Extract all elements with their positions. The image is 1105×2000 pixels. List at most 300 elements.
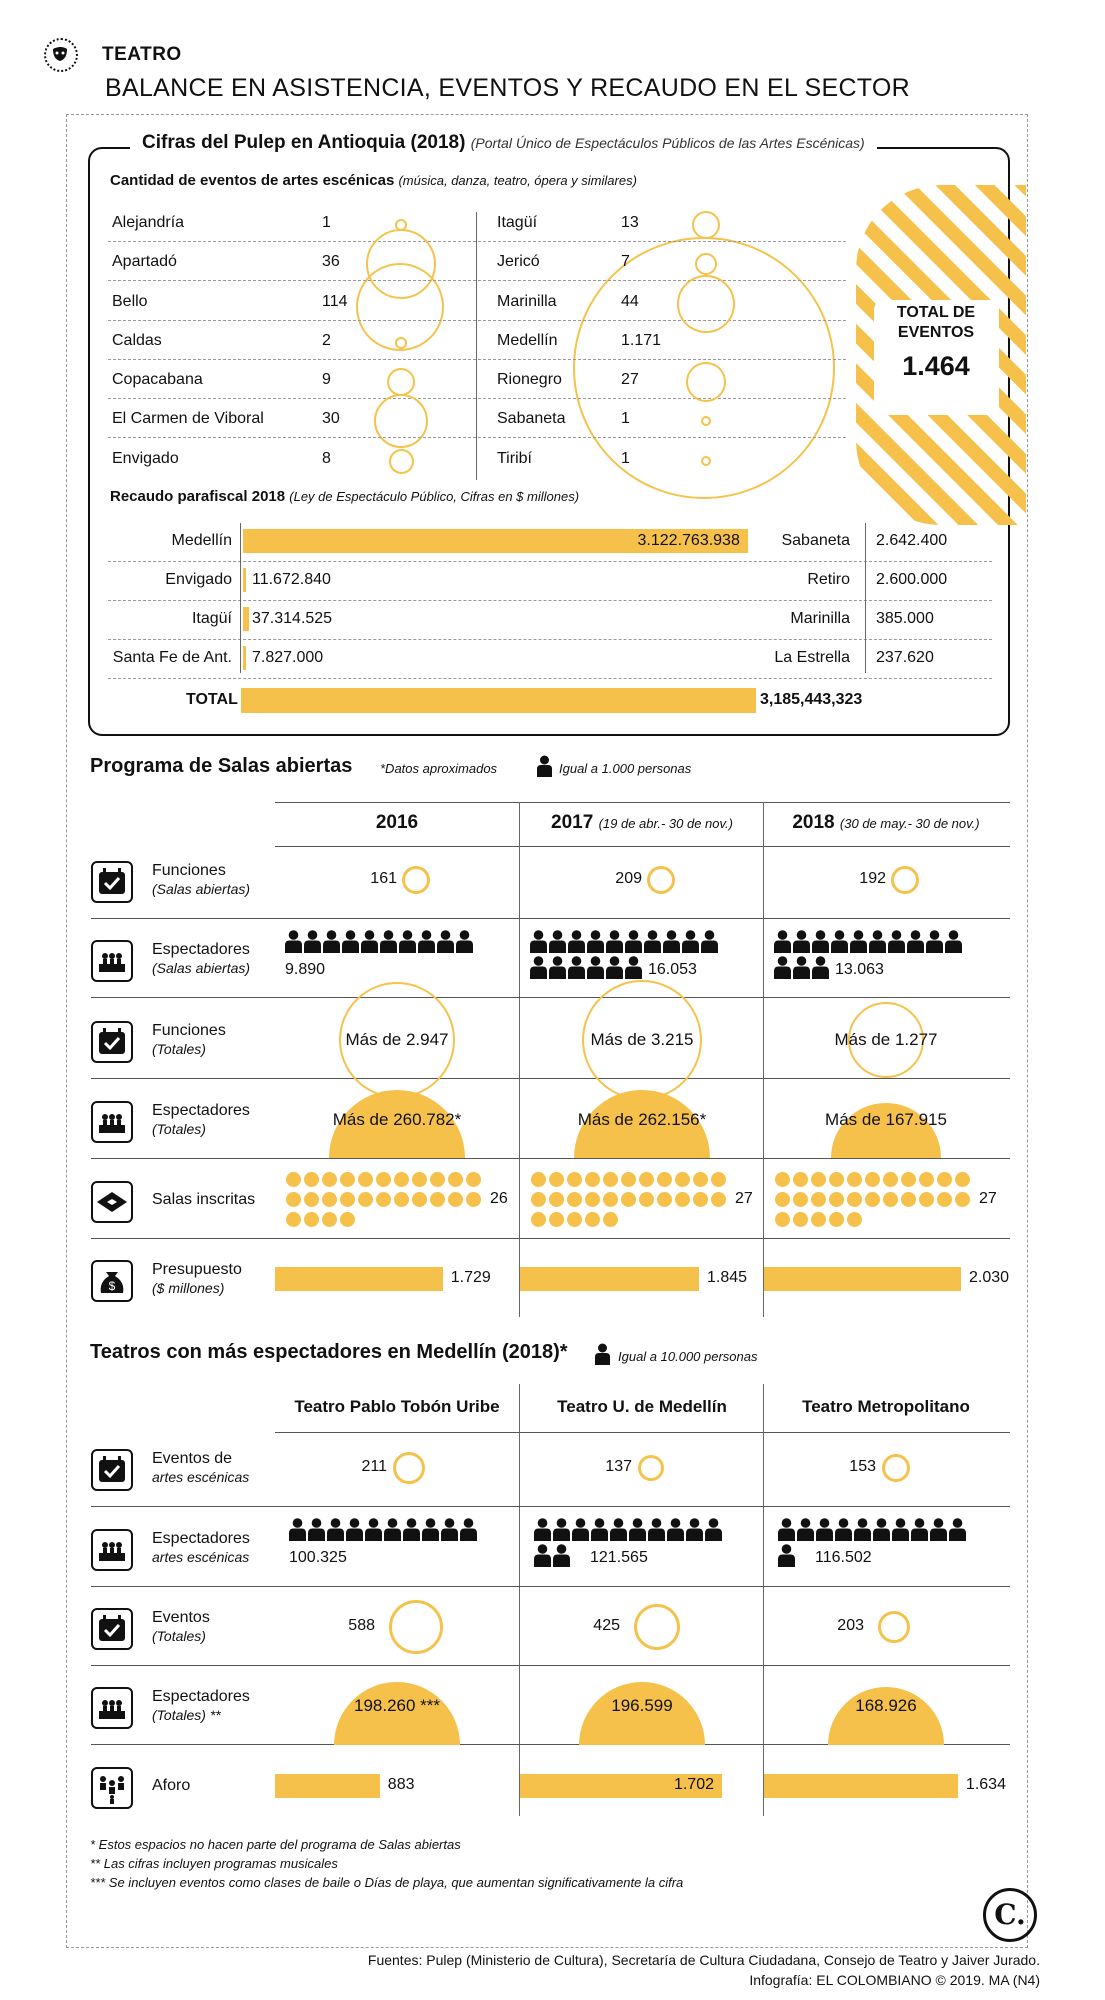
espectadores-value: 121.565 <box>590 1549 648 1566</box>
sala-dot <box>286 1212 301 1227</box>
presupuesto-value: 1.845 <box>707 1269 748 1286</box>
espectadores-value: 16.053 <box>648 961 697 978</box>
funciones-value: 209 <box>615 870 642 887</box>
calendar-check-icon <box>91 1608 133 1650</box>
row-label: Presupuesto ($ millones) <box>152 1261 242 1296</box>
person-icon <box>456 930 473 953</box>
row-divider <box>108 678 992 679</box>
recaudo-city-name: Sabaneta <box>781 532 850 549</box>
funciones-circle <box>402 866 430 894</box>
sala-dot <box>793 1172 808 1187</box>
person-icon <box>793 930 810 953</box>
sala-dot <box>829 1212 844 1227</box>
person-icon <box>831 930 848 953</box>
person-icon <box>682 930 699 953</box>
sala-dot <box>304 1212 319 1227</box>
audience-icon <box>91 1529 133 1571</box>
person-icon <box>437 930 454 953</box>
recaudo-city-value: 2.600.000 <box>876 571 948 588</box>
sala-dot <box>358 1192 373 1207</box>
event-city-value: 1 <box>621 450 630 467</box>
funciones-totales-value: Más de 3.215 <box>590 1030 694 1049</box>
sources-credit: Fuentes: Pulep (Ministerio de Cultura), Secretaría de Cultura Ciudadana, Consejo de Teatro y Jaiver Jurado. <box>367 1952 1040 1968</box>
row-divider <box>91 918 1010 919</box>
person-icon <box>587 956 604 979</box>
sala-dot <box>847 1172 862 1187</box>
sala-dot <box>322 1172 337 1187</box>
aforo-value: 883 <box>387 1776 415 1793</box>
sala-dot <box>955 1192 970 1207</box>
row-label: Eventos (Totales) <box>152 1609 210 1644</box>
recaudo-city-name: Marinilla <box>790 610 850 627</box>
person-icon <box>835 1518 852 1541</box>
sala-dot <box>394 1192 409 1207</box>
sala-dot <box>430 1192 445 1207</box>
person-icon <box>346 1518 363 1541</box>
person-icon <box>644 930 661 953</box>
event-city-value: 13 <box>621 214 639 231</box>
theater-masks-icon <box>44 38 78 72</box>
recaudo-axis <box>240 523 241 673</box>
event-circle <box>389 449 414 474</box>
row-divider <box>108 359 846 360</box>
row-label: Salas inscritas <box>152 1191 256 1208</box>
person-icon <box>667 1518 684 1541</box>
event-city-value: 114 <box>322 293 348 310</box>
event-circle <box>686 362 726 402</box>
person-icon <box>327 1518 344 1541</box>
person-icon <box>892 1518 909 1541</box>
sala-dot <box>811 1172 826 1187</box>
event-city-name: Caldas <box>112 332 162 349</box>
calendar-check-icon <box>91 1021 133 1063</box>
person-icon <box>629 1518 646 1541</box>
event-city-name: Medellín <box>497 332 558 349</box>
event-city-value: 8 <box>322 450 331 467</box>
row-label: Espectadores (Totales) ** <box>152 1688 250 1723</box>
event-city-value: 30 <box>322 410 340 427</box>
sala-dot <box>603 1192 618 1207</box>
person-icon <box>606 956 623 979</box>
sala-dot <box>639 1192 654 1207</box>
sala-dot <box>585 1212 600 1227</box>
theater-header: Teatro Metropolitano <box>802 1397 970 1416</box>
event-circle <box>701 456 711 466</box>
person-icon <box>591 1518 608 1541</box>
eventos-totales-circle <box>389 1600 443 1654</box>
row-divider <box>108 398 846 399</box>
person-icon <box>869 930 886 953</box>
sala-dot <box>919 1192 934 1207</box>
event-circle <box>695 253 717 275</box>
person-icon <box>418 930 435 953</box>
eventos-totales-value: 588 <box>348 1617 375 1634</box>
audience-icon <box>91 1101 133 1143</box>
footnote-3: *** Se incluyen eventos como clases de baile o Días de playa, que aumentan significativamente la cifra <box>90 1875 684 1890</box>
sala-dot <box>775 1192 790 1207</box>
sala-dot <box>286 1172 301 1187</box>
recaudo-city-name: Envigado <box>165 571 232 588</box>
person-icon <box>422 1518 439 1541</box>
event-circle <box>395 337 407 349</box>
row-divider <box>91 1078 1010 1079</box>
calendar-check-icon <box>91 861 133 903</box>
recaudo-heading: Recaudo parafiscal 2018 (Ley de Espectáculo Público, Cifras en $ millones) <box>110 488 580 505</box>
footnote-1: * Estos espacios no hacen parte del programa de Salas abiertas <box>90 1837 461 1852</box>
total-events-label: TOTAL DE EVENTOS <box>896 304 976 341</box>
row-divider <box>91 1238 1010 1239</box>
sala-dot <box>567 1192 582 1207</box>
event-city-value: 7 <box>621 253 630 270</box>
recaudo-city-value: 7.827.000 <box>252 649 324 666</box>
events-divider <box>476 212 477 480</box>
espectadores-totales-value: Más de 167.915 <box>825 1110 947 1129</box>
row-divider <box>91 1586 1010 1587</box>
event-city-name: Apartadó <box>112 253 177 270</box>
sala-dot <box>621 1172 636 1187</box>
event-city-name: Tiribí <box>497 450 532 467</box>
recaudo-city-name: Santa Fe de Ant. <box>112 649 232 666</box>
funciones-circle <box>647 866 675 894</box>
person-icon <box>549 930 566 953</box>
sala-dot <box>657 1172 672 1187</box>
person-icon <box>610 1518 627 1541</box>
sala-dot <box>675 1192 690 1207</box>
person-icon <box>530 930 547 953</box>
espectadores-totales-value: Más de 262.156* <box>577 1110 707 1129</box>
person-icon <box>549 956 566 979</box>
sala-dot <box>901 1192 916 1207</box>
el-colombiano-logo: C. <box>983 1888 1037 1942</box>
eventos-totales-value: 425 <box>593 1617 620 1634</box>
recaudo-city-name: Medellín <box>171 532 232 549</box>
sala-dot <box>901 1172 916 1187</box>
audience-icon <box>91 1687 133 1729</box>
person-icon <box>812 930 829 953</box>
person-icon <box>530 956 547 979</box>
sala-dot <box>811 1192 826 1207</box>
sala-dot <box>376 1192 391 1207</box>
person-icon <box>945 930 962 953</box>
sala-dot <box>340 1192 355 1207</box>
event-city-value: 36 <box>322 253 340 270</box>
sala-dot <box>693 1192 708 1207</box>
recaudo-city-name: Retiro <box>807 571 850 588</box>
sala-dot <box>657 1192 672 1207</box>
sala-dot <box>919 1172 934 1187</box>
table-header-line <box>275 1432 1010 1433</box>
presupuesto-value: 2.030 <box>969 1269 1010 1286</box>
sala-dot <box>394 1172 409 1187</box>
person-icon <box>587 930 604 953</box>
person-icon <box>568 956 585 979</box>
recaudo-total-value: 3,185,443,323 <box>760 691 863 708</box>
sala-dot <box>322 1212 337 1227</box>
event-circle <box>374 394 428 448</box>
person-icon <box>365 1518 382 1541</box>
stage-box-icon <box>91 1181 133 1223</box>
sala-dot <box>829 1192 844 1207</box>
recaudo-city-value: 3.122.763.938 <box>637 532 740 549</box>
person-icon <box>793 956 810 979</box>
row-divider <box>108 241 846 242</box>
person-legend-icon <box>595 1343 610 1365</box>
sala-dot <box>304 1172 319 1187</box>
eventos-totales-circle <box>634 1604 680 1650</box>
svg-text:$: $ <box>108 1279 116 1293</box>
recaudo-city-value: 2.642.400 <box>876 532 948 549</box>
espectadores-totales-value: Más de 260.782* <box>332 1110 462 1129</box>
eventos-totales-circle <box>878 1611 910 1643</box>
person-icon <box>323 930 340 953</box>
year-header: 2016 <box>375 812 419 833</box>
sala-dot <box>811 1212 826 1227</box>
event-city-value: 27 <box>621 371 639 388</box>
person-icon <box>361 930 378 953</box>
sala-dot <box>621 1192 636 1207</box>
person-icon <box>342 930 359 953</box>
recaudo-bar <box>243 607 249 631</box>
table-top-line <box>275 802 1010 803</box>
person-icon <box>380 930 397 953</box>
person-icon <box>926 930 943 953</box>
audience-icon <box>91 940 133 982</box>
presupuesto-bar <box>520 1267 699 1291</box>
person-legend-icon <box>537 755 552 777</box>
aforo-value: 1.634 <box>965 1776 1006 1793</box>
recaudo-total-label: TOTAL <box>186 691 238 708</box>
aforo-bar <box>275 1774 380 1798</box>
sala-dot <box>430 1172 445 1187</box>
sala-dot <box>865 1192 880 1207</box>
salas-note: *Datos aproximados <box>380 761 498 776</box>
sala-dot <box>531 1212 546 1227</box>
row-divider <box>108 280 846 281</box>
recaudo-city-value: 37.314.525 <box>252 610 333 627</box>
eventos-circle <box>393 1452 425 1484</box>
row-label: Eventos de artes escénicas <box>152 1450 250 1485</box>
person-icon <box>873 1518 890 1541</box>
year-header: 2018 (30 de may.- 30 de nov.) <box>792 812 980 833</box>
event-city-value: 1.171 <box>621 332 662 349</box>
sala-dot <box>448 1192 463 1207</box>
person-icon <box>850 930 867 953</box>
row-divider <box>91 997 1010 998</box>
sala-dot <box>693 1172 708 1187</box>
person-icon <box>648 1518 665 1541</box>
event-circle <box>387 368 415 396</box>
person-icon <box>701 930 718 953</box>
event-city-name: Marinilla <box>497 293 557 310</box>
event-city-value: 2 <box>322 332 331 349</box>
espectadores-value: 9.890 <box>285 961 326 978</box>
sala-dot <box>603 1212 618 1227</box>
salas-inscritas-value: 27 <box>735 1190 753 1207</box>
total-events-value: 1.464 <box>902 351 970 381</box>
person-icon <box>774 956 791 979</box>
recaudo-city-name: La Estrella <box>774 649 850 666</box>
column-divider <box>519 802 520 1317</box>
presupuesto-bar <box>764 1267 961 1291</box>
sala-dot <box>340 1172 355 1187</box>
person-icon <box>907 930 924 953</box>
sala-dot <box>466 1172 481 1187</box>
eventos-circle <box>882 1454 910 1482</box>
recaudo-bar <box>243 646 246 670</box>
event-city-name: Sabaneta <box>497 410 566 427</box>
espectadores-value: 13.063 <box>835 961 884 978</box>
sala-dot <box>286 1192 301 1207</box>
row-divider <box>91 1506 1010 1507</box>
row-label: Funciones (Salas abiertas) <box>152 862 251 897</box>
espectadores-totales-value: 168.926 <box>855 1696 917 1715</box>
funciones-value: 161 <box>370 870 397 887</box>
sala-dot <box>358 1172 373 1187</box>
person-icon <box>663 930 680 953</box>
person-icon <box>568 930 585 953</box>
total-events-badge <box>856 185 1026 525</box>
theater-header: Teatro Pablo Tobón Uribe <box>294 1397 500 1416</box>
row-divider <box>91 1158 1010 1159</box>
sala-dot <box>585 1192 600 1207</box>
page-title: BALANCE EN ASISTENCIA, EVENTOS Y RECAUDO EN EL SECTOR <box>105 74 911 102</box>
person-icon <box>911 1518 928 1541</box>
sala-dot <box>937 1192 952 1207</box>
sala-dot <box>793 1212 808 1227</box>
sala-dot <box>675 1172 690 1187</box>
money-bag-icon <box>91 1260 133 1302</box>
salas-title: Programa de Salas abiertas <box>90 755 353 777</box>
seats-icon <box>91 1767 133 1809</box>
sala-dot <box>567 1172 582 1187</box>
person-icon <box>308 1518 325 1541</box>
sala-dot <box>603 1172 618 1187</box>
event-circle <box>677 275 735 333</box>
table-header-line <box>275 846 1010 847</box>
sala-dot <box>711 1172 726 1187</box>
person-icon <box>460 1518 477 1541</box>
eventos-value: 153 <box>849 1458 876 1475</box>
funciones-totales-value: Más de 1.277 <box>834 1030 938 1049</box>
sala-dot <box>775 1172 790 1187</box>
sala-dot <box>304 1192 319 1207</box>
person-icon <box>289 1518 306 1541</box>
salas-inscritas-value: 27 <box>979 1190 997 1207</box>
teatros-legend: Igual a 10.000 personas <box>618 1349 758 1364</box>
sala-dot <box>412 1192 427 1207</box>
person-icon <box>778 1544 795 1567</box>
sala-dot <box>412 1172 427 1187</box>
sala-dot <box>829 1172 844 1187</box>
espectadores-value: 100.325 <box>289 1549 347 1566</box>
byline-credit: Infografía: EL COLOMBIANO © 2019. MA (N4) <box>749 1972 1040 1988</box>
event-city-value: 1 <box>621 410 630 427</box>
espectadores-totales-value: 196.599 <box>611 1696 673 1715</box>
footnote-2: ** Las cifras incluyen programas musicales <box>90 1856 338 1871</box>
presupuesto-value: 1.729 <box>450 1269 491 1286</box>
person-icon <box>812 956 829 979</box>
sala-dot <box>585 1172 600 1187</box>
sala-dot <box>775 1212 790 1227</box>
recaudo-city-value: 237.620 <box>876 649 934 666</box>
recaudo-city-value: 11.672.840 <box>252 571 331 588</box>
event-city-name: El Carmen de Viboral <box>112 410 264 427</box>
salas-legend: Igual a 1.000 personas <box>559 761 692 776</box>
funciones-value: 192 <box>859 870 886 887</box>
person-icon <box>534 1518 551 1541</box>
sala-dot <box>322 1192 337 1207</box>
event-circle <box>701 416 711 426</box>
funciones-circle <box>891 866 919 894</box>
event-city-name: Bello <box>112 293 148 310</box>
person-icon <box>778 1518 795 1541</box>
person-icon <box>888 930 905 953</box>
recaudo-city-value: 385.000 <box>876 610 934 627</box>
event-city-name: Itagüí <box>497 214 538 231</box>
sala-dot <box>639 1172 654 1187</box>
row-divider <box>108 437 846 438</box>
sala-dot <box>376 1172 391 1187</box>
event-circle <box>366 229 436 299</box>
row-label: Aforo <box>152 1777 191 1794</box>
eventos-value: 137 <box>605 1458 632 1475</box>
row-divider <box>91 1665 1010 1666</box>
event-circle <box>692 211 720 239</box>
recaudo-city-name: Itagüí <box>191 610 232 627</box>
eventos-circle <box>638 1455 664 1481</box>
sala-dot <box>340 1212 355 1227</box>
row-label: Funciones (Totales) <box>152 1022 226 1057</box>
person-icon <box>534 1544 551 1567</box>
event-city-name: Envigado <box>112 450 179 467</box>
person-icon <box>854 1518 871 1541</box>
sala-dot <box>448 1172 463 1187</box>
person-icon <box>403 1518 420 1541</box>
person-icon <box>606 930 623 953</box>
sala-dot <box>711 1192 726 1207</box>
recaudo-total-bar <box>241 688 756 713</box>
teatros-title: Teatros con más espectadores en Medellín (2018)* <box>90 1341 568 1363</box>
sala-dot <box>883 1172 898 1187</box>
person-icon <box>705 1518 722 1541</box>
person-icon <box>304 930 321 953</box>
eventos-value: 211 <box>361 1458 387 1475</box>
funciones-totales-value: Más de 2.947 <box>345 1030 449 1049</box>
person-icon <box>553 1544 570 1567</box>
person-icon <box>797 1518 814 1541</box>
espectadores-value: 116.502 <box>815 1549 872 1566</box>
event-city-name: Alejandría <box>112 214 185 231</box>
event-city-value: 9 <box>322 371 331 388</box>
pulep-title: Cifras del Pulep en Antioquia (2018) (Portal Único de Espectáculos Públicos de las Artes Escénicas) <box>130 132 877 154</box>
person-icon <box>384 1518 401 1541</box>
person-icon <box>441 1518 458 1541</box>
espectadores-totales-value: 198.260 *** <box>353 1696 441 1715</box>
sala-dot <box>549 1192 564 1207</box>
person-icon <box>949 1518 966 1541</box>
section-tag: TEATRO <box>102 44 182 65</box>
presupuesto-bar <box>275 1267 443 1291</box>
person-icon <box>930 1518 947 1541</box>
column-divider <box>763 1384 764 1816</box>
event-city-value: 1 <box>322 214 331 231</box>
calendar-check-icon <box>91 1449 133 1491</box>
recaudo-divider <box>865 523 866 673</box>
column-divider <box>519 1384 520 1816</box>
year-header: 2017 (19 de abr.- 30 de nov.) <box>551 812 733 833</box>
sala-dot <box>847 1192 862 1207</box>
sala-dot <box>937 1172 952 1187</box>
